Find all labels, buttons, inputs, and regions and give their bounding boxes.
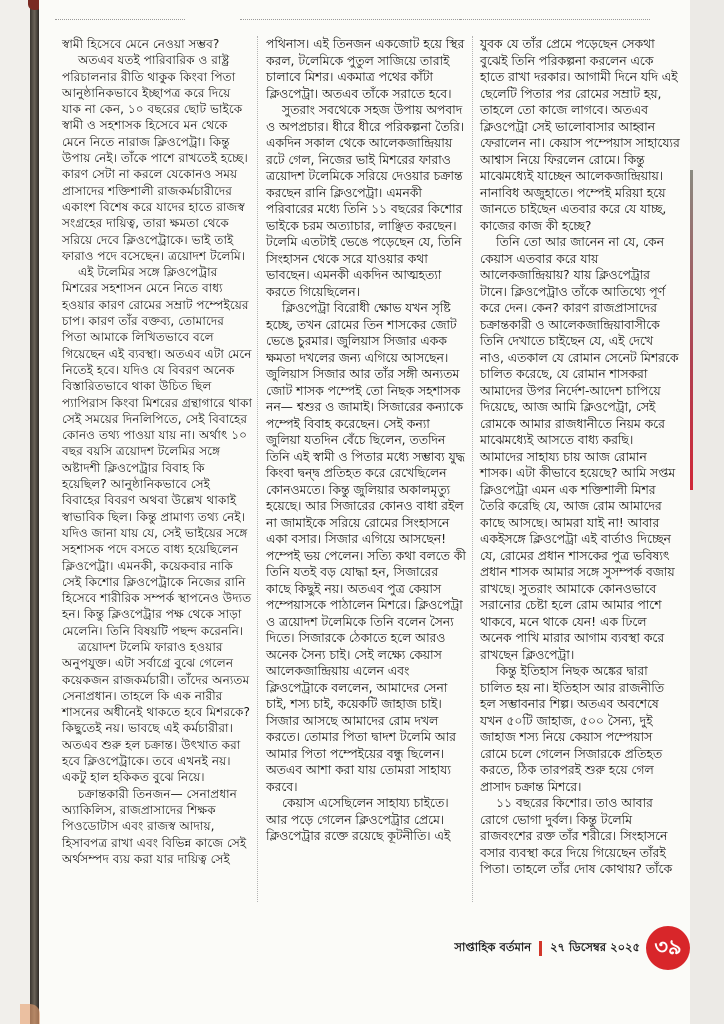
paragraph: স্বামী হিসেবে মেনে নেওয়া সম্ভব?	[62, 37, 220, 51]
paragraph: ক্লিওপেট্রা বিরোধী ক্ষোভ যখন সৃষ্টি হচ্ছে, তখন রোমের তিন শাসকের জোট ভেঙে চুরমার। জুলিয়াস সিজার একক ক্ষমতা দখলের জন্য এগিয়ে আসছেন। জুলিয়াস সিজার আর তাঁর সঙ্গী অন্যতম জোট শাসক পম্পেই তো নিছক সহশাসক নন— শ্বশুর ও জামাই। সিজারের কন্যাকে পম্পেই বিবাহ করেছেন। সেই কন্যা জুলিয়া যতদিন বেঁচে ছিলেন, ততদিন তিনি এই স্বামী ও পিতার মধ্যে সম্ভাব্য যুদ্ধ কিংবা দ্বন্দ্ব প্রতিহত করে রেখেছিলেন কোনওমতে। কিন্তু জুলিয়ার অকালমৃত্যু হয়েছে। আর সিজারের কোনও বাধা রইল না জামাইকে সরিয়ে রোমের সিংহাসনে একা বসার। সিজার এগিয়ে আসছেন! পম্পেই ভয় পেলেন। সত্যি কথা বলতে কী তিনি যতই বড় যোদ্ধা হন, সিজারের কাছে কিছুই নয়। অতএব পুত্র কেয়াস পম্পেয়াসকে পাঠালেন মিশরে। ক্লিওপেট্রা ও ত্রয়োদশ টলেমিকে তিনি বলেন সৈন্য দিতে। সিজারকে ঠেকাতে হলে আরও অনেক সৈন্য চাই। সেই লক্ষ্যে কেয়াস আলেকজান্দ্রিয়ায় এলেন এবং ক্লিওপেট্রাকে বললেন, আমাদের সেনা চাই, শস্য চাই, কয়েকটি জাহাজ চাই। সিজার আসছে আমাদের রোম দখল করতে। তোমার পিতা দ্বাদশ টলেমি আর আমার পিতা পম্পেইয়ের বন্ধু ছিলেন। অতএব আশা করা যায় তোমরা সাহায্য করবে।	[266, 301, 466, 794]
paragraph: সুতরাং সবথেকে সহজ উপায় অপবাদ ও অপপ্রচার। ধীরে ধীরে পরিকল্পনা তৈরি। একদিন সকাল থেকে আলেকজান্দ্রিয়ায় রটে গেল, নিজের ভাই মিশরের ফারাও ত্রয়োদশ টলেমিকে সরিয়ে দেওয়ার চক্রান্ত করছেন রানি ক্লিওপেট্রা। এমনকী পরিবারের মধ্যে তিনি ১১ বছরের কিশোর ভাইকে চরম অত্যাচার, লাঞ্ছিত করছেন। টলেমি এতটাই ভেঙে পড়েছেন যে, তিনি সিংহাসন থেকে সরে যাওয়ার কথা ভাবছেন। এমনকী একদিন আত্মহত্যা করতে গিয়েছিলেন।	[266, 103, 465, 299]
article-column-2	[266, 36, 466, 845]
paragraph: কেয়াস এসেছিলেন সাহায্য চাইতে। আর পড়ে গেলেন ক্লিওপেট্রার প্রেমে। ক্লিওপেট্রার রক্তে রয়েছে কূটনীতি। এই	[266, 796, 451, 843]
paragraph: অতএব যতই পারিবারিক ও রাষ্ট্র পরিচালনার রীতি থাকুক কিংবা পিতা আনুষ্ঠানিকভাবে ইচ্ছাপত্র করে দিয়ে যাক না কেন, ১০ বছরের ছোট ভাইকে স্বামী ও সহশাসক হিসেবে মন থেকে মেনে নিতে নারাজ ক্লিওপেট্রা। কিন্তু উপায় নেই। তাঁকে পাশে রাখতেই হচ্ছে। কারণ সেটা না করলে যেকোনও সময় প্রাসাদের শক্তিশালী রাজকর্মচারীদের একাংশ বিশেষ করে যাদের হাতে রাজস্ব সংগ্রহের দায়িত্ব, তারা ক্ষমতা থেকে সরিয়ে দেবে ক্লিওপেট্রাকে। ভাই তাই ফারাও পদে বসেছেন। ত্রয়োদশ টলেমি।	[62, 53, 248, 263]
footer-separator	[539, 941, 542, 956]
page-edge-line	[690, 170, 693, 490]
paragraph: ত্রয়োদশ টলেমি ফারাও হওয়ার অনুপযুক্ত। এটা সর্বাগ্রে বুঝে গেলেন কয়েকজন রাজকর্মচারী। তাঁদের অন্যতম সেনাপ্রধান। তাহলে কি এক নারীর শাসনের অধীনেই থাকতে হবে মিশরকে? কিছুতেই নয়। ভাবছে এই কর্মচারীরা। অতএব শুরু হল চক্রান্ত। উৎখাত করা হবে ক্লিওপেট্রাকে। তবে এখনই নয়। একটু হাল হকিকত বুঝে নিয়ে।	[62, 639, 250, 785]
article-column-3	[480, 36, 680, 878]
binding-spine	[30, 0, 39, 1024]
paragraph: এই টলেমির সঙ্গে ক্লিওপেট্রার মিশরের সহশাসন মেনে নিতে বাধ্য হওয়ার কারণ রোমের সম্রাট পম্পেইয়ের চাপ। কারণ তাঁর বক্তব্য, তোমাদের পিতা আমাকে লিখিতভাবে বলে গিয়েছেন এই ব্যবস্থা। অতএব এটা মেনে নিতেই হবে। যদিও যে বিবরণ অনেক বিস্তারিতভাবে থাকা উচিত ছিল প্যাপিরাস কিংবা মিশরের গ্রন্থাগারে থাকা সেই সময়ের দিনলিপিতে, সেই বিবাহের কোনও তথ্য পাওয়া যায় না। অর্থাৎ ১০ বছর বয়সি ত্রয়োদশ টলেমির সঙ্গে অষ্টাদশী ক্লিওপেট্রার বিবাহ কি হয়েছিল? আনুষ্ঠানিকভাবে সেই বিবাহের বিবরণ অথবা উল্লেখ থাকাই স্বাভাবিক ছিল। কিন্তু প্রামাণ্য তথ্য নেই। যদিও জানা যায় যে, সেই ভাইয়ের সঙ্গে সহশাসক পদে বসতে বাধ্য হয়েছিলেন ক্লিওপেট্রা। এমনকী, কয়েকবার নাকি সেই কিশোর ক্লিওপেট্রাকে নিজের রানি হিসেবে শারীরিক সম্পর্ক স্থাপনেও উদ্যত হন। কিন্তু ক্লিওপেট্রার পক্ষ থেকে সাড়া মেলেনি। তিনি বিষয়টি পছন্দ করেননি।	[62, 265, 252, 638]
column-divider	[257, 36, 258, 902]
paragraph: ১১ বছরের কিশোর। তাও আবার রোগে ভোগা দুর্বল। কিন্তু টলেমি রাজবংশের রক্ত তাঁর শরীরে। সিংহাসনে বসার ব্যবস্থা করে দিয়ে গিয়েছেন তাঁরই পিতা। তাহলে তাঁর দোষ কোথায়? তাঁকে	[480, 796, 673, 876]
paragraph: যুবক যে তাঁর প্রেমে পড়েছেন সেকথা বুঝেই তিনি পরিকল্পনা করলেন একে হাতে রাখা দরকার। আগামী দিনে যদি এই ছেলেটি পিতার পর রোমের সম্রাট হয়, তাহলে তো কাজে লাগবে। অতএব ক্লিওপেট্রা সেই ভালোবাসার আহ্বান ফেরালেন না। কেয়াস পম্পেয়াস সাহায্যের আশ্বাস নিয়ে ফিরলেন রোমে। কিন্তু মাঝেমধ্যেই যাচ্ছেন আলেকজান্দ্রিয়ায়। নানাবিধ অজুহাতে। পম্পেই মরিয়া হয়ে জানতে চাইছেন এতবার করে যে যাচ্ছ, কাজের কাজ কী হচ্ছে?	[480, 37, 680, 233]
column-divider	[472, 36, 473, 902]
page-footer	[400, 928, 690, 968]
page-number-badge: ৩৯	[646, 926, 690, 970]
paragraph: পথিনাস। এই তিনজন একজোট হয়ে স্থির করল, টলেমিকে পুতুল সাজিয়ে তারাই চালাবে মিশর। একমাত্র পথের কাঁটা ক্লিওপেট্রা। অতএব তাঁকে সরাতে হবে।	[266, 37, 465, 101]
magazine-name: সাপ্তাহিক বর্তমান	[454, 939, 532, 954]
paragraph: চক্রান্তকারী তিনজন— সেনাপ্রধান অ্যাকিলিস, রাজপ্রাসাদের শিক্ষক পিওডোটাস এবং রাজস্ব আদায়, হিসাবপত্র রাখা এবং বিভিন্ন কাজে সেই অর্থসম্পদ ব্যয় করা যার দায়িত্ব সেই	[62, 786, 247, 866]
paragraph: তিনি তো আর জানেন না যে, কেন কেয়াস এতবার করে যায় আলেকজান্দ্রিয়ায়? যায় ক্লিওপেট্রার টানে। ক্লিওপেট্রাও তাঁকে আতিথ্যে পূর্ণ করে দেন। কেন? কারণ রাজপ্রাসাদের চক্রান্তকারী ও আলেকজান্দ্রিয়াবাসীকে তিনি দেখাতে চাইছেন যে, এই দেখে নাও, এতকাল যে রোমান সেনেট মিশরকে চালিত করেছে, যে রোমান শাসকরা আমাদের উপর নির্দেশ-আদেশ চাপিয়ে দিয়েছে, আজ আমি ক্লিওপেট্রা, সেই রোমকে আমার রাজধানীতে নিয়ম করে মাঝেমধ্যেই আসতে বাধ্য করছি। আমাদের সাহায্য চায় আজ রোমান শাসক। এটা কীভাবে হয়েছে? আমি সপ্তম ক্লিওপেট্রা এমন এক শক্তিশালী মিশর তৈরি করেছি যে, আজ রোম আমাদের কাছে আসছে। আমরা যাই না! আবার একইসঙ্গে ক্লিওপেট্রা এই বার্তাও দিচ্ছেন যে, রোমের প্রধান শাসকের পুত্র ভবিষ্যৎ প্রধান শাসক আমার সঙ্গে সুসম্পর্ক বজায় রাখছে। সুতরাং আমাকে কোনওভাবে সরানোর চেষ্টা হলে রোম আমার পাশে থাকবে, মনে থাকে যেন! এক ঢিলে অনেক পাখি মারার আগাম ব্যবস্থা করে রাখছেন ক্লিওপেট্রা।	[480, 235, 679, 662]
paragraph: কিন্তু ইতিহাস নিছক অঙ্কের দ্বারা চালিত হয় না। ইতিহাস আর রাজনীতি হল সম্ভাবনার শিল্প। অতএব অবশেষে যখন ৫০টি জাহাজ, ৫০০ সৈন্য, দুই জাহাজ শস্য নিয়ে কেয়াস পম্পেয়াস রোমে চলে গেলেন সিজারকে প্রতিহত করতে, ঠিক তারপরই শুরু হয়ে গেল প্রাসাদ চক্রান্ত মিশরে।	[480, 664, 664, 794]
top-dotted-rule	[55, 19, 185, 20]
issue-date: ২৭ ডিসেম্বর ২০২৫	[550, 939, 640, 954]
article-column-1	[62, 36, 252, 867]
page-corner-stain	[20, 1004, 40, 1024]
next-page-edge	[690, 0, 724, 1024]
top-dotted-rule	[460, 19, 650, 20]
